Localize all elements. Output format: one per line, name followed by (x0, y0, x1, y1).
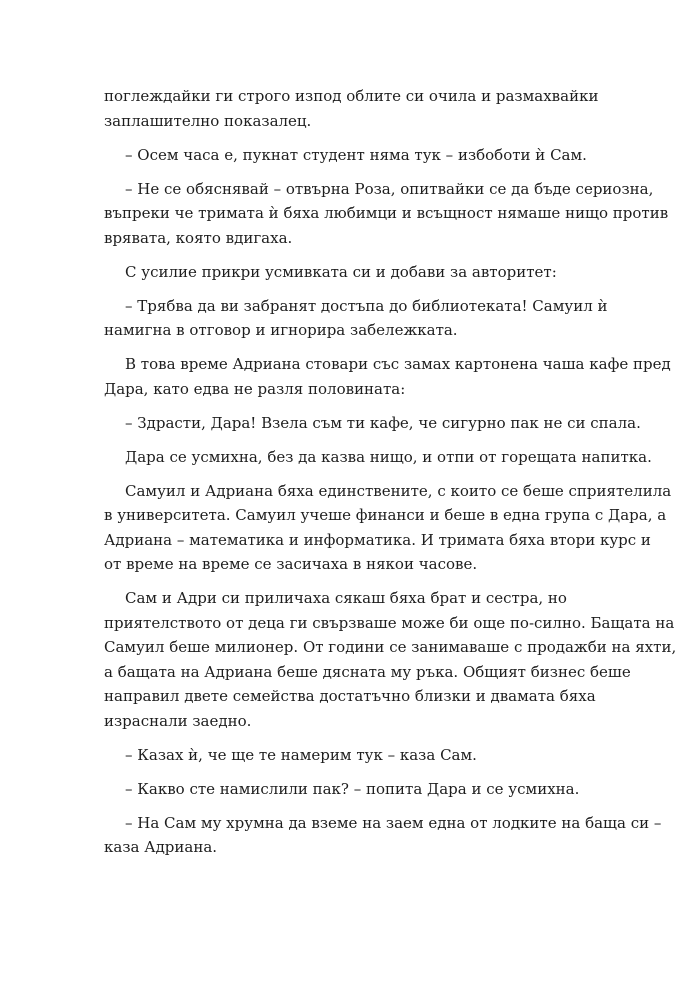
text-line: Сам и Адри си приличаха сякаш бяха брат и сестра, но (125, 589, 567, 607)
text-line: в университета. Самуил учеше финанси и беше в една група с Дара, а (104, 506, 667, 524)
text-line: Самуил и Адриана бяха единствените, с които се беше сприятелила (125, 481, 672, 500)
paragraph (104, 84, 604, 133)
text-line: – Здрасти, Дара! Взела съм ти кафе, че сигурно пак не си спала. (125, 413, 641, 432)
text-line: В това време Адриана стовари със замах картонена чаша кафе пред (125, 355, 671, 373)
text-line: – На Сам му хрумна да вземе на заем една от лодките на баща си – (125, 813, 662, 832)
text-line: каза Адриана. (104, 838, 218, 856)
text-line: направил двете семейства достатъчно близки и двамата бяха (104, 687, 596, 705)
text-line: намигна в отговор и игнорира забележката. (104, 321, 458, 339)
paragraph (104, 743, 604, 768)
text-line: израснали заедно. (104, 711, 252, 730)
paragraph (104, 143, 604, 168)
text-line: Самуил беше милионер. От години се занимаваше с продажби на яхти, (104, 638, 677, 656)
text-line: Адриана – математика и информатика. И тримата бяха втори курс и (104, 530, 651, 549)
text-line: – Трябва да ви забранят достъпа до библиотеката! Самуил ѝ (125, 296, 608, 315)
paragraph (104, 479, 672, 577)
text-line: Дара се усмихна, без да казва нищо, и отпи от горещата напитка. (125, 447, 652, 466)
text-line: – Не се обяснявай – отвърна Роза, опитвайки се да бъде сериозна, (125, 179, 654, 198)
paragraph (104, 777, 604, 802)
text-line: заплашително показалец. (104, 111, 312, 130)
text-line: от време на време се засичаха в някои часове. (104, 555, 478, 573)
paragraph (104, 445, 652, 470)
text-line: – Осем часа е, пукнат студент няма тук – избоботи ѝ Сам. (125, 145, 587, 164)
text-line: – Какво сте намислили пак? – попита Дара и се усмихна. (125, 779, 580, 798)
paragraph (104, 811, 662, 860)
text-line: а бащата на Адриана беше дясната му ръка. Общият бизнес беше (104, 662, 631, 681)
text-line: въпреки че тримата ѝ бяха любимци и всъщност нямаше нищо против (104, 204, 669, 222)
paragraph (104, 260, 604, 285)
text-line: приятелството от деца ги свързваше може би още по-силно. Бащата на (104, 613, 675, 632)
text-line: поглеждайки ги строго изпод облите си очила и размахвайки (104, 87, 599, 105)
text-line: Дара, като едва не разля половината: (104, 379, 406, 398)
body-text (104, 84, 677, 869)
paragraph (104, 177, 669, 251)
paragraph (104, 411, 641, 436)
paragraph (104, 586, 677, 733)
text-line: С усилие прикри усмивката си и добави за авторитет: (125, 262, 557, 281)
paragraph (104, 294, 608, 343)
paragraph (104, 352, 671, 401)
text-line: врявата, която вдигаха. (104, 228, 293, 247)
text-line: – Казах ѝ, че ще те намерим тук – каза Сам. (125, 745, 477, 764)
